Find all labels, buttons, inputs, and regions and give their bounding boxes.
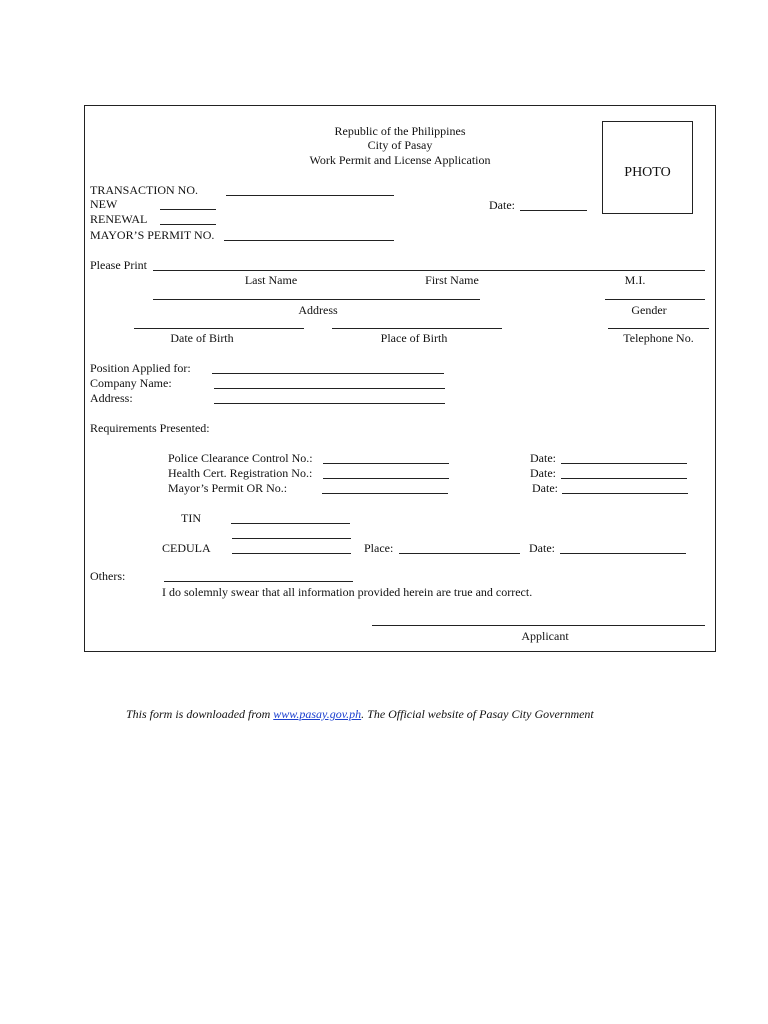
others-label: Others: (90, 569, 126, 583)
others-field[interactable] (164, 581, 353, 582)
place-field[interactable] (399, 553, 520, 554)
renewal-label: RENEWAL (90, 212, 148, 226)
date-field[interactable] (520, 210, 587, 211)
telephone-no-field[interactable] (608, 328, 709, 329)
health-cert-date-label: Date: (530, 466, 556, 480)
gender-label: Gender (631, 303, 667, 317)
police-clearance-date-field[interactable] (561, 463, 687, 464)
mayors-permit-or-label: Mayor’s Permit OR No.: (168, 481, 288, 495)
tin-field-2[interactable] (232, 538, 351, 539)
address-field[interactable] (153, 299, 480, 300)
police-clearance-label: Police Clearance Control No.: (168, 451, 313, 465)
new-field[interactable] (160, 209, 216, 210)
health-cert-date-field[interactable] (561, 478, 687, 479)
health-cert-field[interactable] (323, 478, 449, 479)
photo-label: PHOTO (624, 165, 671, 180)
please-print-label: Please Print (90, 258, 147, 272)
header-form-title: Work Permit and License Application (309, 153, 491, 167)
transaction-no-label: TRANSACTION NO. (90, 183, 198, 197)
mayors-permit-or-date-label: Date: (532, 481, 558, 495)
name-field[interactable] (153, 270, 705, 271)
company-name-field[interactable] (214, 388, 445, 389)
tin-label: TIN (181, 511, 201, 525)
footer-prefix: This form is downloaded from (126, 707, 274, 721)
cedula-label: CEDULA (162, 541, 211, 555)
footer-note (126, 707, 594, 722)
applicant-label: Applicant (521, 629, 569, 643)
new-label: NEW (90, 197, 118, 211)
mayors-permit-or-field[interactable] (322, 493, 448, 494)
mi-label: M.I. (624, 273, 646, 287)
mayors-permit-no-field[interactable] (224, 240, 394, 241)
header-city: City of Pasay (367, 138, 433, 152)
gender-field[interactable] (605, 299, 705, 300)
mayors-permit-or-date-field[interactable] (562, 493, 688, 494)
renewal-field[interactable] (160, 224, 216, 225)
cedula-date-field[interactable] (560, 553, 686, 554)
company-address-field[interactable] (214, 403, 445, 404)
company-address-label: Address: (90, 391, 133, 405)
police-clearance-field[interactable] (323, 463, 449, 464)
header-republic: Republic of the Philippines (334, 124, 466, 138)
footer-suffix: . The Official website of Pasay City Government (361, 707, 594, 721)
tin-field[interactable] (231, 523, 350, 524)
pasay-website-link[interactable]: www.pasay.gov.ph (273, 707, 362, 721)
position-applied-field[interactable] (212, 373, 444, 374)
place-of-birth-label: Place of Birth (380, 331, 448, 345)
telephone-no-label: Telephone No. (623, 331, 694, 345)
date-of-birth-label: Date of Birth (170, 331, 234, 345)
place-of-birth-field[interactable] (332, 328, 502, 329)
date-of-birth-field[interactable] (134, 328, 304, 329)
police-clearance-date-label: Date: (530, 451, 556, 465)
position-applied-label: Position Applied for: (90, 361, 191, 375)
first-name-label: First Name (425, 273, 479, 287)
last-name-label: Last Name (244, 273, 298, 287)
oath-text: I do solemnly swear that all information provided herein are true and correct. (162, 585, 533, 599)
date-label: Date: (489, 198, 515, 212)
health-cert-label: Health Cert. Registration No.: (168, 466, 313, 480)
mayors-permit-no-label: MAYOR’S PERMIT NO. (90, 228, 215, 242)
transaction-no-field[interactable] (226, 195, 394, 196)
cedula-date-label: Date: (529, 541, 555, 555)
address-label: Address (298, 303, 338, 317)
requirements-presented-label: Requirements Presented: (90, 421, 210, 435)
applicant-signature-field[interactable] (372, 625, 705, 626)
photo-box[interactable] (602, 121, 693, 214)
company-name-label: Company Name: (90, 376, 172, 390)
cedula-field[interactable] (232, 553, 351, 554)
place-label: Place: (364, 541, 394, 555)
